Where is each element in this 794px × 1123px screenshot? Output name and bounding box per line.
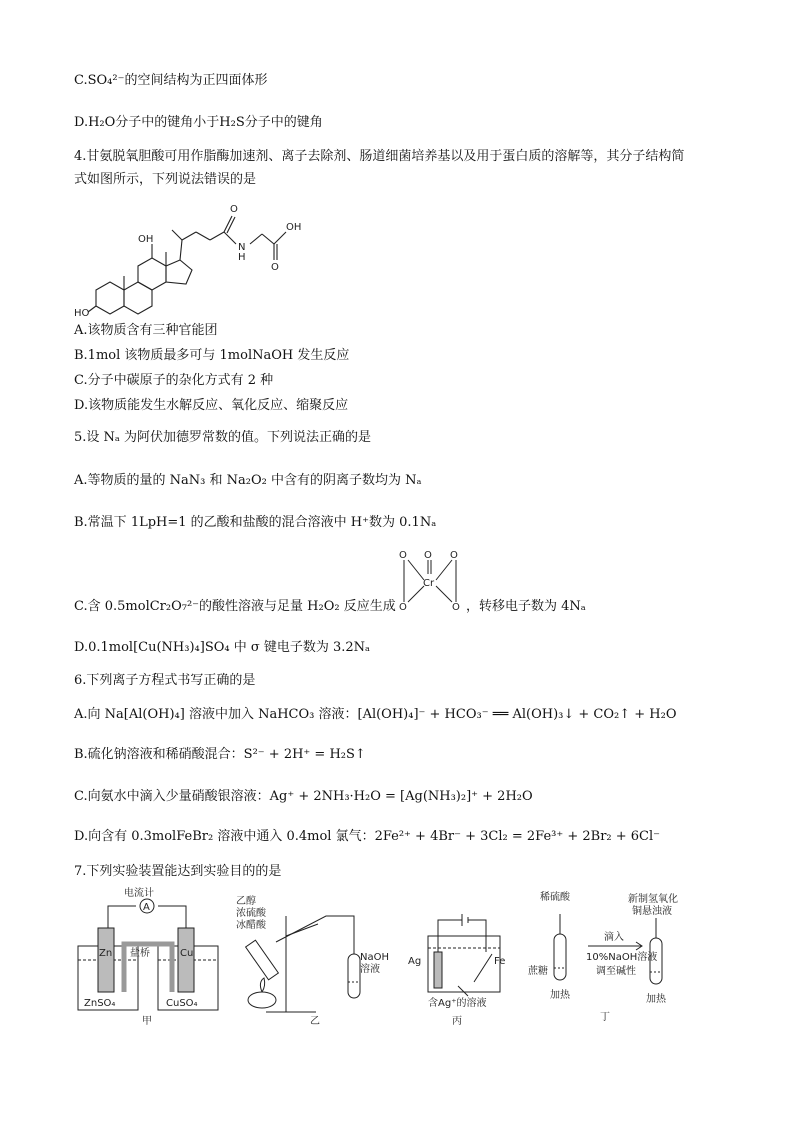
cr-o1: O bbox=[399, 550, 407, 561]
option-5d: D.0.1mol[Cu(NH₃)₄]SO₄ 中 σ 键电子数为 3.2Nₐ bbox=[74, 640, 371, 655]
ding-reagent-line2: 铜悬浊液 bbox=[632, 906, 672, 917]
jia-meter-label: 电流计 bbox=[124, 888, 154, 899]
jia-cuso4: CuSO₄ bbox=[166, 998, 198, 1009]
option-4b: B.1mol 该物质最多可与 1molNaOH 发生反应 bbox=[74, 348, 350, 363]
cro5-structure bbox=[396, 544, 466, 614]
ding-acid: 稀硫酸 bbox=[540, 892, 570, 903]
option-5b: B.常温下 1LpH=1 的乙酸和盐酸的混合溶液中 H⁺数为 0.1Nₐ bbox=[74, 515, 437, 530]
ding-adjust: 调至碱性 bbox=[596, 966, 636, 977]
option-4c: C.分子中碳原子的杂化方式有 2 种 bbox=[74, 373, 274, 388]
mol-n: N bbox=[238, 242, 246, 253]
question-6-stem: 6.下列离子方程式书写正确的是 bbox=[74, 673, 256, 688]
jia-znso4: ZnSO₄ bbox=[84, 998, 116, 1009]
option-4a: A.该物质含有三种官能团 bbox=[74, 323, 218, 338]
ding-drip: 滴入 bbox=[604, 932, 624, 943]
jia-caption: 甲 bbox=[142, 1016, 152, 1027]
figure-jia-galvanic-cell bbox=[74, 888, 224, 1028]
option-6c: C.向氨水中滴入少量硝酸银溶液：Ag⁺ + 2NH₃·H₂O = [Ag(NH₃)₂]⁺ + 2H₂O bbox=[74, 789, 533, 804]
jia-cu: Cu bbox=[180, 948, 194, 959]
mol-oh-acid: OH bbox=[286, 222, 302, 233]
bing-solution: 含Ag⁺的溶液 bbox=[428, 998, 487, 1009]
ding-reagent-line1: 新制氢氧化 bbox=[628, 894, 678, 905]
bing-ag: Ag bbox=[408, 956, 422, 967]
jia-zn: Zn bbox=[99, 948, 113, 959]
figure-yi-esterification bbox=[236, 896, 396, 1028]
yi-reagent-acetic: 冰醋酸 bbox=[236, 920, 266, 931]
option-6b: B.硫化钠溶液和稀硝酸混合：S²⁻ + 2H⁺ = H₂S↑ bbox=[74, 747, 366, 762]
yi-reagent-h2so4: 浓硫酸 bbox=[236, 908, 266, 919]
option-6a: A.向 Na[Al(OH)₄] 溶液中加入 NaHCO₃ 溶液：[Al(OH)₄]⁻ + HCO₃⁻ ══ Al(OH)₃↓ + CO₂↑ + H₂O bbox=[74, 707, 677, 722]
cr-o2: O bbox=[424, 550, 432, 561]
figure-bing-electroplating bbox=[408, 912, 518, 1028]
yi-naoh: NaOH bbox=[360, 952, 389, 963]
question-5-stem: 5.设 Nₐ 为阿伏加德罗常数的值。下列说法正确的是 bbox=[74, 430, 372, 445]
option-3c: C.SO₄²⁻的空间结构为正四面体形 bbox=[74, 73, 268, 88]
mol-ho: HO bbox=[74, 308, 90, 319]
mol-h: H bbox=[238, 252, 246, 263]
option-5a: A.等物质的量的 NaN₃ 和 Na₂O₂ 中含有的阴离子数均为 Nₐ bbox=[74, 473, 422, 488]
yi-caption: 乙 bbox=[310, 1016, 320, 1027]
mol-o-acid: O bbox=[271, 262, 279, 273]
mol-oh-top: OH bbox=[138, 234, 154, 245]
jia-salt-bridge: 盐桥 bbox=[130, 948, 150, 959]
option-5c-pre: C.含 0.5molCr₂O₇²⁻的酸性溶液与足量 H₂O₂ 反应生成 bbox=[74, 599, 396, 614]
ding-heat-2: 加热 bbox=[646, 994, 666, 1005]
ding-caption: 丁 bbox=[600, 1012, 610, 1023]
ding-heat-1: 加热 bbox=[550, 990, 570, 1001]
option-6d: D.向含有 0.3molFeBr₂ 溶液中通入 0.4mol 氯气：2Fe²⁺ + 4Br⁻ + 3Cl₂ = 2Fe³⁺ + 2Br₂ + 6Cl⁻ bbox=[74, 829, 661, 844]
cr-o3: O bbox=[450, 550, 458, 561]
yi-reagent-ethanol: 乙醇 bbox=[236, 896, 256, 907]
bing-fe: Fe bbox=[494, 956, 506, 967]
question-7-stem: 7.下列实验装置能达到实验目的的是 bbox=[74, 864, 282, 879]
question-4-stem-line2: 式如图所示，下列说法错误的是 bbox=[74, 172, 257, 187]
cr-o4: O bbox=[399, 602, 407, 613]
question-4-stem-line1: 4.甘氨脱氧胆酸可用作脂酶加速剂、离子去除剂、肠道细菌培养基以及用于蛋白质的溶解等，其分子结构简 bbox=[74, 149, 685, 164]
option-4d: D.该物质能发生水解反应、氧化反应、缩聚反应 bbox=[74, 398, 349, 413]
ding-sugar: 蔗糖 bbox=[528, 966, 548, 977]
ding-naoh: 10%NaOH溶液 bbox=[586, 952, 658, 963]
mol-o-amide: O bbox=[230, 204, 238, 215]
option-3d: D.H₂O分子中的键角小于H₂S分子中的键角 bbox=[74, 115, 323, 130]
yi-naoh-solution: 溶液 bbox=[360, 964, 380, 975]
option-5c-post: ，转移电子数为 4Nₐ bbox=[466, 599, 586, 614]
figure-ding-sucrose-hydrolysis bbox=[520, 888, 730, 1028]
cr-o5: O bbox=[452, 602, 460, 613]
bing-caption: 丙 bbox=[452, 1016, 462, 1027]
jia-meter-symbol: A bbox=[143, 902, 150, 913]
glycodeoxycholic-acid-structure bbox=[74, 192, 334, 322]
cr-center: Cr bbox=[423, 578, 435, 589]
